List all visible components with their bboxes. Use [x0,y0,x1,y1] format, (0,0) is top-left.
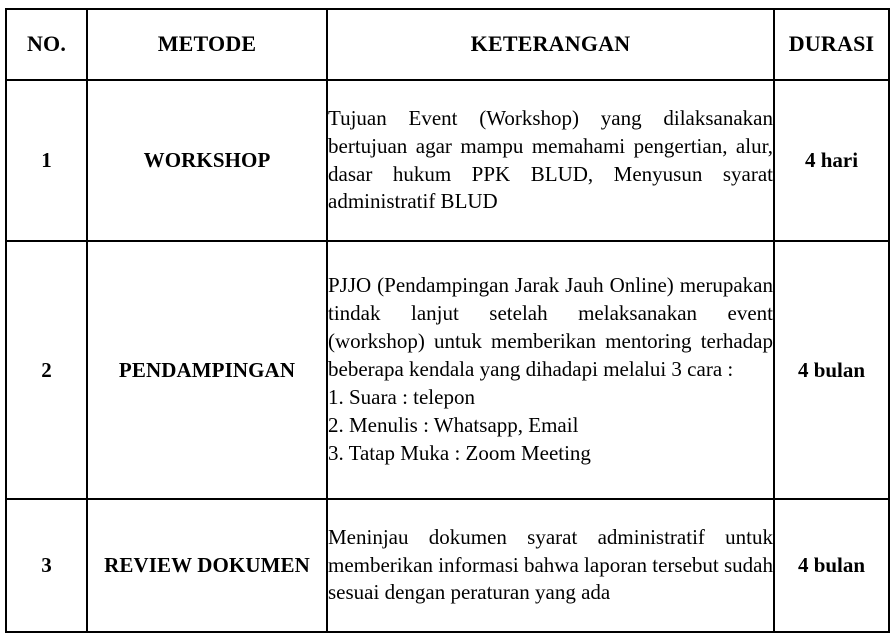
column-header-keterangan: KETERANGAN [327,9,774,80]
column-header-metode: METODE [87,9,327,80]
table-header-row [6,9,889,80]
row-number-cell: 3 [6,499,87,632]
column-header-no: NO. [6,9,87,80]
keterangan-paragraph: Meninjau dokumen syarat administratif untuk memberikan informasi bahwa laporan tersebut sudah sesuai dengan peraturan yang ada [328,524,773,605]
keterangan-paragraph: PJJO (Pendampingan Jarak Jauh Online) merupakan tindak lanjut setelah melaksanakan event (workshop) untuk memberikan mentoring terhadap beberapa kendala yang dihadapi melalui 3 cara : [328,273,773,382]
table-row [6,499,889,632]
method-table [5,8,890,633]
table-row [6,241,889,499]
row-metode-cell: REVIEW DOKUMEN [87,499,327,632]
keterangan-list-item: 2. Menulis : Whatsapp, Email [328,412,579,437]
row-number-cell: 2 [6,241,87,499]
row-durasi-cell: 4 hari [774,80,889,241]
table-header [6,9,889,80]
row-durasi-cell: 4 bulan [774,241,889,499]
row-metode-cell: PENDAMPINGAN [87,241,327,499]
keterangan-list-item: 3. Tatap Muka : Zoom Meeting [328,440,591,465]
row-keterangan-cell [327,80,774,241]
row-keterangan-cell [327,499,774,632]
table-row [6,80,889,241]
row-number-cell: 1 [6,80,87,241]
row-metode-cell: WORKSHOP [87,80,327,241]
keterangan-paragraph: Tujuan Event (Workshop) yang dilaksanakan bertujuan agar mampu memahami pengertian, alur, dasar hukum PPK BLUD, Menyusun syarat administratif BLUD [328,105,773,214]
row-durasi-cell: 4 bulan [774,499,889,632]
column-header-durasi: DURASI [774,9,889,80]
table-body [6,80,889,632]
row-keterangan-cell [327,241,774,499]
keterangan-list-item: 1. Suara : telepon [328,384,475,409]
